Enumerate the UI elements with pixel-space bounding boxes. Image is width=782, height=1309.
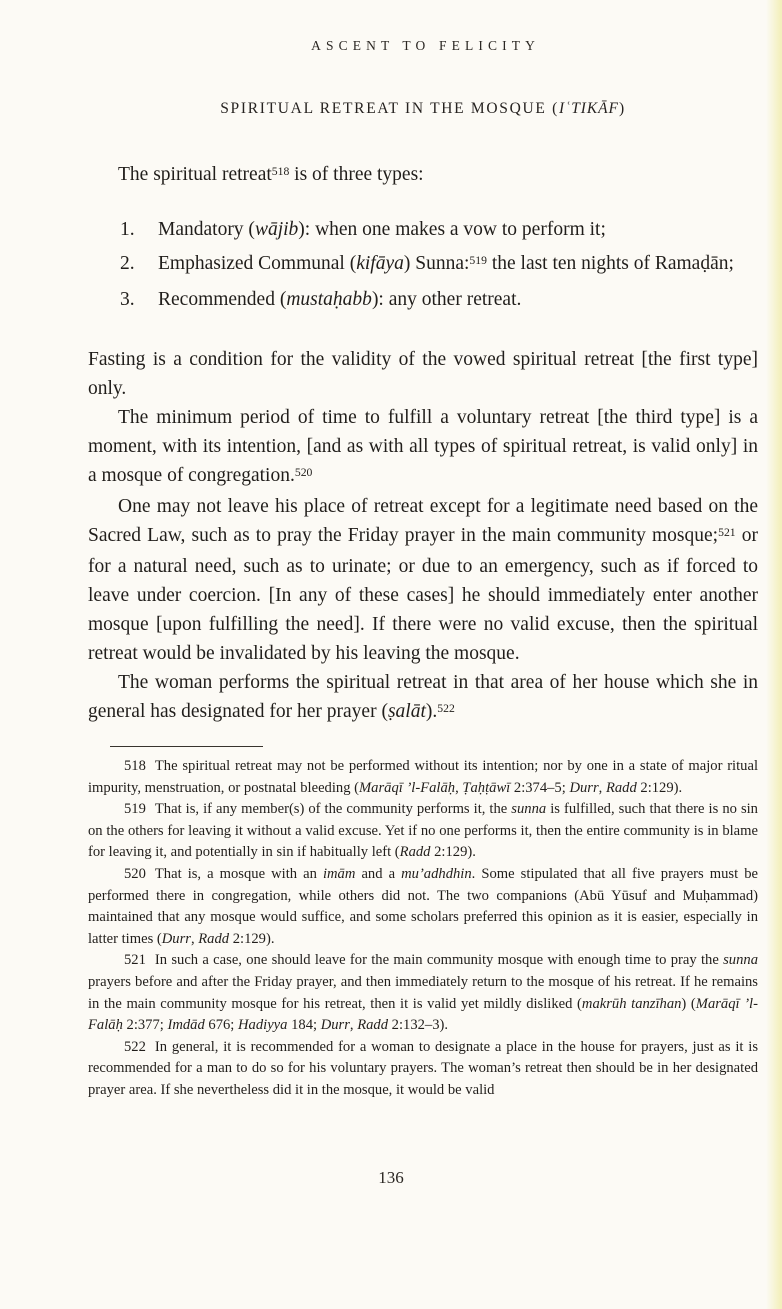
footnote — [88, 864, 758, 950]
footnote — [88, 756, 758, 799]
list-item-text: Mandatory (wājib): when one makes a vow to perform it; — [158, 219, 606, 240]
list-item — [120, 249, 758, 280]
footnote-number: 520 — [124, 865, 146, 882]
intro-paragraph: The spiritual retreat$^{518}$ is of three types: — [118, 164, 424, 185]
footnote — [88, 950, 758, 1036]
footnote-number: 521 — [124, 952, 146, 969]
footnotes — [88, 756, 758, 1102]
footnote-number: 522 — [124, 1038, 146, 1055]
body-paragraphs — [88, 345, 758, 728]
body-paragraph: The minimum period of time to fulfill a voluntary retreat [the third type] is a moment, with its intention, [and as with all types of spiritual retreat, is valid only] in a mosque of congregation.$^{520}$ — [88, 407, 758, 486]
body-paragraph: One may not leave his place of retreat except for a legitimate need based on the Sacred Law, such as to pray the Friday prayer in the main community mosque;$^{521}$ or for a natural need, such as to urinate; or due to an emergency, such as if forced to leave under coercion. [In any of these cases] he should immediately enter another mosque [upon fulfilling the need]. If there were no valid excuse, then the spiritual retreat would be invalidated by his leaving the mosque. — [88, 496, 758, 664]
type-list — [120, 215, 758, 314]
footnote-text: That is, a mosque with an imām and a mu’adhdhin. Some stipulated that all five prayers must be performed there in congregation, while others did not. The two companions (Abū Yūsuf and Muḥammad) maintained that any mosque would suffice, and some scholars preferred this opinion as it is easier, especially in latter times (Durr, Radd 2:129). — [88, 865, 758, 947]
footnote — [88, 1037, 758, 1102]
section-title: SPIRITUAL RETREAT IN THE MOSQUE (IʿTIKĀF) — [220, 100, 626, 117]
page-content — [88, 0, 758, 1102]
list-item-text: Emphasized Communal (kifāya) Sunna:$^{519}$ the last ten nights of Ramaḍān; — [158, 253, 734, 274]
footnote-text: In general, it is recommended for a woman to designate a place in the house for prayers, just as it is recommended for a man to do so for his voluntary prayers. The woman’s retreat then should be in her designated prayer area. If she nevertheless did it in the mosque, it would be valid — [88, 1038, 758, 1098]
footnote — [88, 799, 758, 864]
footnote-number: 519 — [124, 801, 146, 818]
footnote-text: In such a case, one should leave for the main community mosque with enough time to pray the sunna prayers before and after the Friday prayer, and then immediately return to the mosque of his retreat. If he remains in the main community mosque for his retreat, then it is valid yet mildly disliked (makrūh tanzīhan) (Marāqī ’l-Falāḥ 2:377; Imdād 676; Hadiyya 184; Durr, Radd 2:132–3). — [88, 952, 758, 1034]
body-paragraph: The woman performs the spiritual retreat in that area of her house which she in general has designated for her prayer (ṣalāt).$^{522}$ — [88, 672, 758, 722]
list-item — [120, 215, 758, 244]
list-item-text: Recommended (mustaḥabb): any other retreat. — [158, 289, 522, 310]
list-item-number: 1. — [120, 219, 135, 240]
page-number: 136 — [378, 1168, 404, 1187]
list-item-number: 3. — [120, 289, 135, 310]
running-header: ASCENT TO FELICITY — [311, 38, 540, 53]
list-item — [120, 285, 758, 314]
scan-edge — [766, 0, 782, 1309]
footnote-text: The spiritual retreat may not be performed without its intention; nor by one in a state of major ritual impurity, menstruation, or postnatal bleeding (Marāqī ’l-Falāḥ, Ṭaḥṭāwī 2:374–5; Durr, Radd 2:129). — [88, 758, 758, 796]
list-item-number: 2. — [120, 253, 135, 274]
footnote-text: That is, if any member(s) of the community performs it, the sunna is fulfilled, such that there is no sin on the others for leaving it without a valid excuse. Yet if no one performs it, then the entire community is in blame for leaving it, and potentially in sin if habitually left (Radd 2:129). — [88, 801, 758, 861]
footnote-number: 518 — [124, 758, 146, 774]
footnote-separator — [110, 746, 263, 747]
body-paragraph: Fasting is a condition for the validity of the vowed spiritual retreat [the first type] only. — [88, 349, 758, 399]
